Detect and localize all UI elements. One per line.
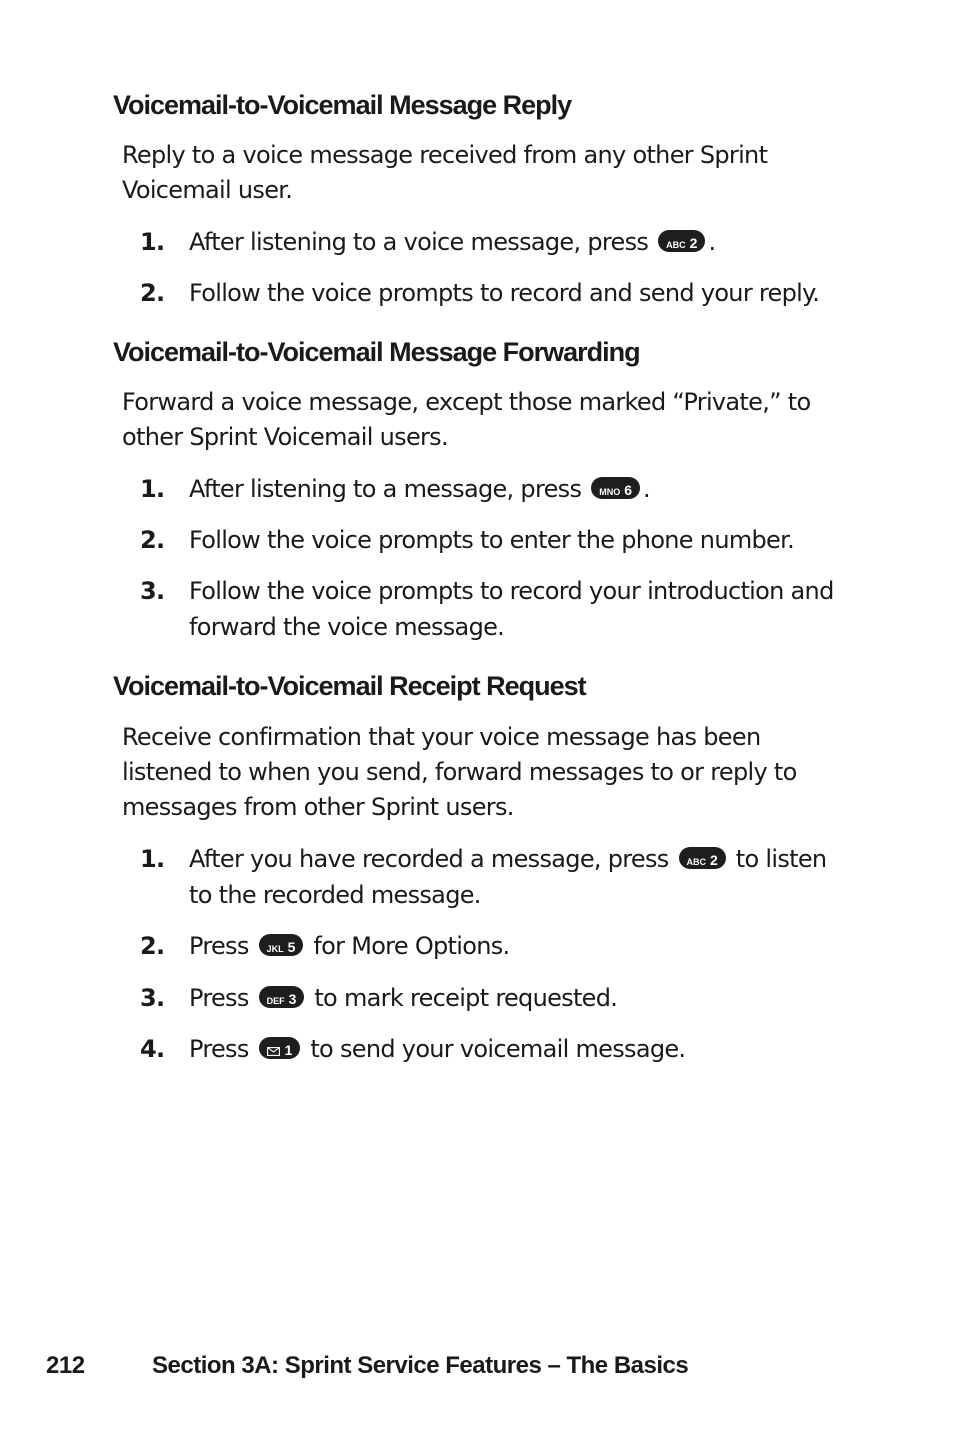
step-text-before: Press	[189, 1035, 249, 1063]
step-text: Follow the voice prompts to record your introduction and forward the voice message.	[189, 577, 834, 641]
step-text	[189, 980, 845, 1016]
step-text-before: After listening to a voice message, press	[189, 228, 649, 256]
step-text-after: to mark receipt requested.	[314, 984, 618, 1012]
key-digit: 3	[288, 991, 297, 1007]
step-text-before: After listening to a message, press	[189, 475, 582, 503]
section-intro-forwarding: Forward a voice message, except those marked “Private,” to other Sprint Voicemail users.	[122, 388, 811, 451]
step-text	[189, 928, 845, 964]
key-digit: 1	[284, 1042, 293, 1058]
list-item	[140, 275, 845, 311]
list-item	[140, 522, 845, 558]
list-item	[140, 573, 845, 645]
section-heading-receipt: Voicemail-to-Voicemail Receipt Request	[113, 671, 586, 701]
phone-key-envelope-1	[259, 1037, 301, 1059]
key-digit: 2	[710, 852, 718, 868]
step-text-before: Press	[189, 984, 249, 1012]
list-item	[140, 1031, 845, 1067]
step-number: 3.	[140, 577, 165, 605]
section-intro-reply: Reply to a voice message received from any other Sprint Voicemail user.	[122, 141, 768, 204]
key-letters: ABC	[666, 240, 686, 250]
footer-section-title: Section 3A: Sprint Service Features – The Basics	[152, 1352, 689, 1379]
step-number: 3.	[140, 984, 165, 1012]
page-footer	[46, 1348, 688, 1384]
step-number: 1.	[140, 228, 165, 256]
step-number: 1.	[140, 475, 165, 503]
step-number: 2.	[140, 932, 165, 960]
step-number: 2.	[140, 526, 165, 554]
key-digit: 5	[287, 939, 296, 955]
key-letters: ABC	[686, 857, 707, 867]
list-item	[140, 224, 845, 260]
key-letters: DEF	[266, 996, 285, 1006]
step-text: Follow the voice prompts to enter the phone number.	[189, 526, 794, 554]
step-text-after: .	[643, 475, 650, 503]
step-text-after: .	[708, 228, 716, 256]
step-text-before: After you have recorded a message, press	[189, 845, 669, 873]
step-number: 1.	[140, 845, 165, 873]
section-heading-forwarding: Voicemail-to-Voicemail Message Forwarding	[113, 337, 640, 367]
list-item	[140, 928, 845, 964]
list-item	[140, 980, 845, 1016]
envelope-icon	[267, 1044, 280, 1058]
key-letters: MNO	[599, 487, 621, 497]
key-digit: 6	[624, 482, 632, 498]
step-text	[189, 224, 845, 260]
phone-key-mno-6	[591, 477, 640, 499]
step-text	[189, 471, 845, 507]
step-text-before: Press	[189, 932, 249, 960]
section-intro-receipt: Receive confirmation that your voice message has been listened to when you send, forward messages to or reply to messages from other Sprint users.	[122, 723, 797, 821]
step-number: 4.	[140, 1035, 165, 1063]
page-number: 212	[46, 1352, 85, 1379]
phone-key-def-3	[259, 986, 305, 1008]
phone-key-jkl-5	[259, 934, 304, 956]
step-number: 2.	[140, 279, 165, 307]
step-text	[189, 841, 845, 913]
section-heading-reply: Voicemail-to-Voicemail Message Reply	[113, 90, 572, 120]
key-letters: JKL	[266, 944, 284, 954]
step-text	[189, 1031, 845, 1067]
phone-key-abc-2	[679, 847, 726, 869]
step-text-after: for More Options.	[313, 932, 510, 960]
list-item	[140, 471, 845, 507]
key-digit: 2	[689, 235, 698, 251]
step-text: Follow the voice prompts to record and send your reply.	[189, 279, 820, 307]
step-text-after: to send your voicemail message.	[310, 1035, 686, 1063]
list-item	[140, 841, 845, 913]
phone-key-abc-2	[658, 230, 705, 252]
step-text-after: to listen to the recorded message.	[189, 845, 827, 909]
